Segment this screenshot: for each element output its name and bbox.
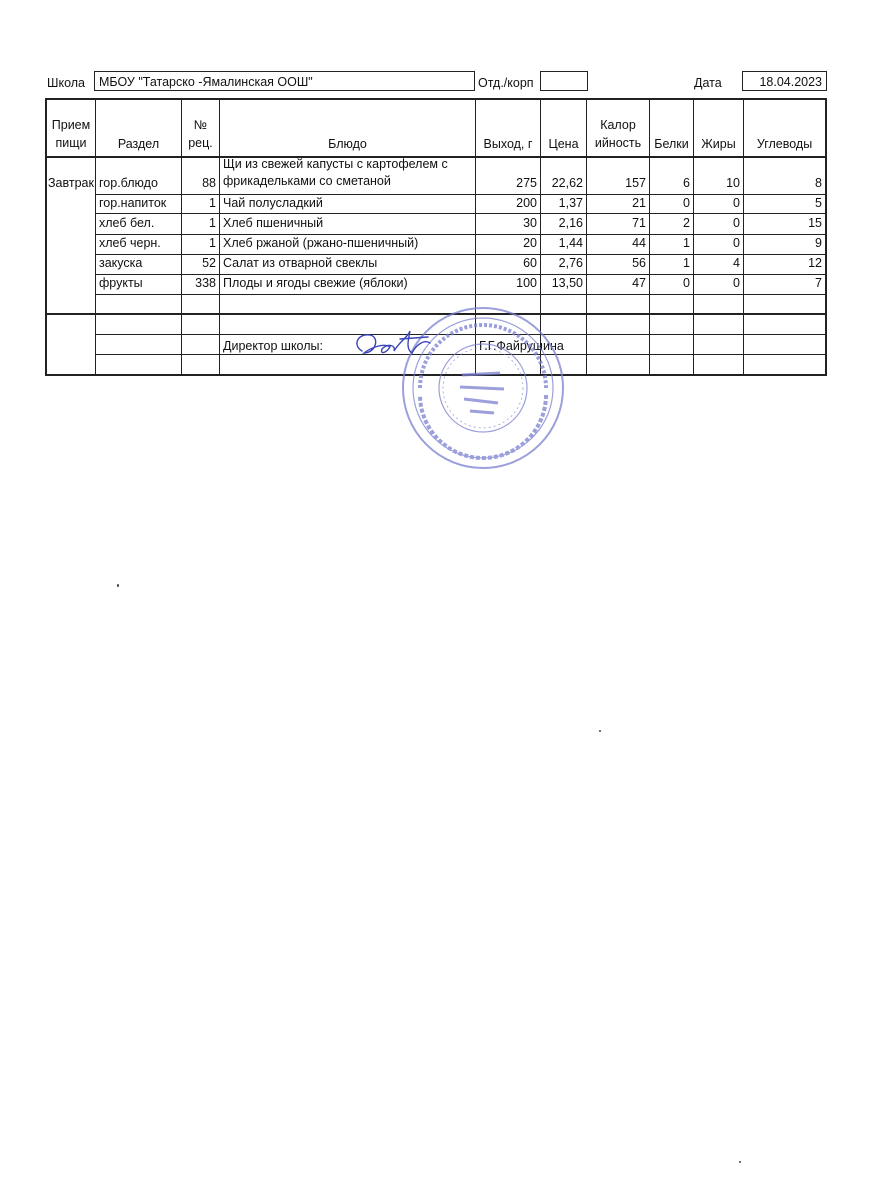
director-name: Г.Г.Файрушина: [479, 339, 564, 353]
row-carbs: 9: [815, 236, 822, 250]
row-yield: 200: [516, 196, 537, 210]
row-recipe: 1: [209, 196, 216, 210]
row-calories: 56: [632, 256, 646, 270]
col-header-dish: Блюдо: [328, 137, 367, 151]
row-section: фрукты: [99, 276, 143, 290]
school-name-field: МБОУ "Татарско -Ямалинская ООШ": [94, 71, 475, 91]
row-section: хлеб бел.: [99, 216, 155, 230]
row-dish: Плоды и ягоды свежие (яблоки): [223, 276, 408, 290]
row-yield: 20: [523, 236, 537, 250]
row-price: 1,37: [558, 196, 583, 210]
row-price: 2,16: [558, 216, 583, 230]
row-carbs: 8: [815, 176, 822, 190]
row-section: гор.напиток: [99, 196, 167, 210]
dept-field: [540, 71, 588, 91]
row-recipe: 1: [209, 216, 216, 230]
school-label: Школа: [47, 76, 85, 90]
col-header-meal: Прием пищи: [51, 118, 91, 150]
row-protein: 1: [683, 256, 690, 270]
row-carbs: 7: [815, 276, 822, 290]
row-section: хлеб черн.: [99, 236, 161, 250]
row-protein: 0: [683, 276, 690, 290]
scan-speck: [117, 584, 119, 587]
row-recipe: 88: [202, 176, 216, 190]
director-signature: [350, 327, 440, 361]
row-calories: 21: [632, 196, 646, 210]
row-price: 22,62: [551, 176, 583, 190]
row-fat: 10: [726, 176, 740, 190]
row-fat: 4: [733, 256, 740, 270]
row-yield: 275: [516, 176, 537, 190]
row-dish: Хлеб ржаной (ржано-пшеничный): [223, 236, 419, 250]
row-section: закуска: [99, 256, 143, 270]
col-header-section: Раздел: [117, 137, 160, 151]
row-fat: 0: [733, 216, 740, 230]
row-calories: 44: [632, 236, 646, 250]
dept-label: Отд./корп: [478, 76, 534, 90]
row-calories: 157: [625, 176, 646, 190]
row-calories: 47: [632, 276, 646, 290]
row-price: 2,76: [558, 256, 583, 270]
col-header-price: Цена: [548, 137, 579, 151]
col-header-recipe: № рец.: [188, 118, 213, 150]
row-protein: 2: [683, 216, 690, 230]
col-header-calories: Калор ийность: [594, 118, 642, 150]
date-field: 18.04.2023: [742, 71, 827, 91]
row-calories: 71: [632, 216, 646, 230]
row-dish: Щи из свежей капусты с картофелем с фрикадельками со сметаной: [223, 157, 448, 188]
row-protein: 1: [683, 236, 690, 250]
row-recipe: 338: [195, 276, 216, 290]
row-carbs: 5: [815, 196, 822, 210]
row-yield: 100: [516, 276, 537, 290]
scan-speck: [739, 1161, 741, 1163]
meal-name: Завтрак: [48, 176, 94, 190]
row-fat: 0: [733, 196, 740, 210]
director-label: Директор школы:: [223, 339, 323, 353]
row-dish: Салат из отварной свеклы: [223, 256, 378, 270]
row-section: гор.блюдо: [99, 176, 158, 190]
col-header-fat: Жиры: [701, 137, 736, 151]
col-header-carbs: Углеводы: [756, 137, 813, 151]
row-recipe: 1: [209, 236, 216, 250]
date-label: Дата: [694, 76, 722, 90]
row-yield: 30: [523, 216, 537, 230]
row-protein: 6: [683, 176, 690, 190]
row-fat: 0: [733, 236, 740, 250]
row-recipe: 52: [202, 256, 216, 270]
row-dish: Хлеб пшеничный: [223, 216, 324, 230]
row-dish: Чай полусладкий: [223, 196, 323, 210]
col-header-protein: Белки: [654, 137, 689, 151]
scan-speck: [599, 730, 601, 732]
row-fat: 0: [733, 276, 740, 290]
col-header-yield: Выход, г: [483, 137, 533, 151]
row-carbs: 12: [808, 256, 822, 270]
row-protein: 0: [683, 196, 690, 210]
row-price: 1,44: [558, 236, 583, 250]
row-yield: 60: [523, 256, 537, 270]
row-price: 13,50: [551, 276, 583, 290]
row-carbs: 15: [808, 216, 822, 230]
